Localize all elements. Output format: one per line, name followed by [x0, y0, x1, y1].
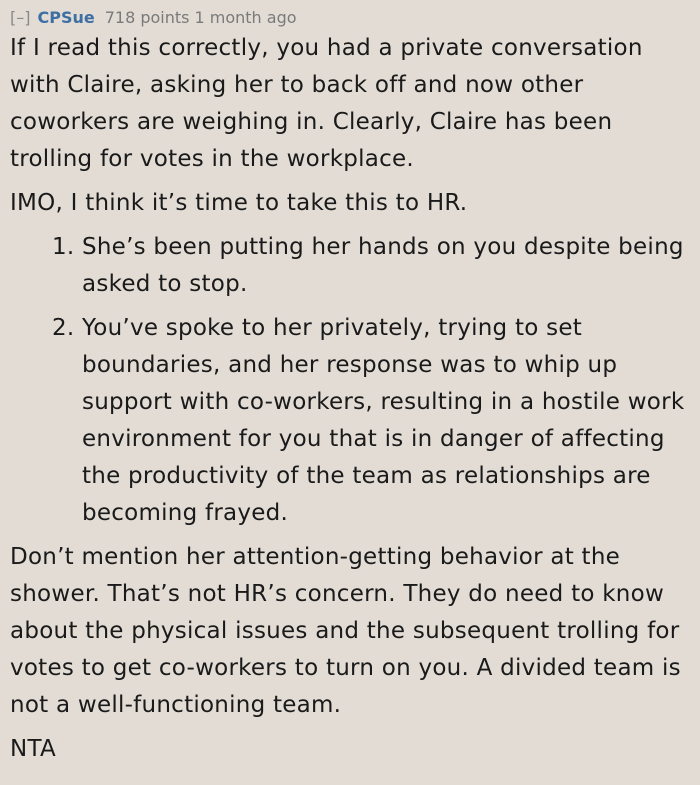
comment-header: [10, 4, 690, 30]
comment-paragraph: IMO, I think it’s time to take this to HR.: [10, 190, 468, 216]
list-item: 2. You’ve spoke to her privately, trying to set boundaries, and her response was to whip up support with co-workers, resulting in a hostile work environment for you that is in danger of affecting the productivity of the team as relationships are becoming frayed.: [82, 310, 690, 532]
numbered-list: [10, 229, 690, 532]
comment-paragraph: If I read this correctly, you had a private conversation with Claire, asking her to back off and now other coworkers are weighing in. Clearly, Claire has been trolling for votes in the workplace.: [10, 35, 643, 172]
author-link[interactable]: CPSue: [37, 7, 95, 27]
comment-paragraph: Don’t mention her attention-getting behavior at the shower. That’s not HR’s concern. They do need to know about the physical issues and the subsequent trolling for votes to get co-workers to turn on you. A divided team is not a well-functioning team.: [10, 544, 681, 718]
collapse-toggle-button[interactable]: [–]: [10, 7, 31, 27]
comment-paragraph: NTA: [10, 736, 56, 762]
score-text: 718 points: [104, 7, 190, 27]
comment-body: [10, 30, 690, 768]
list-item: 1. She’s been putting her hands on you despite being asked to stop.: [82, 229, 690, 303]
timestamp-text: 1 month ago: [194, 7, 297, 27]
